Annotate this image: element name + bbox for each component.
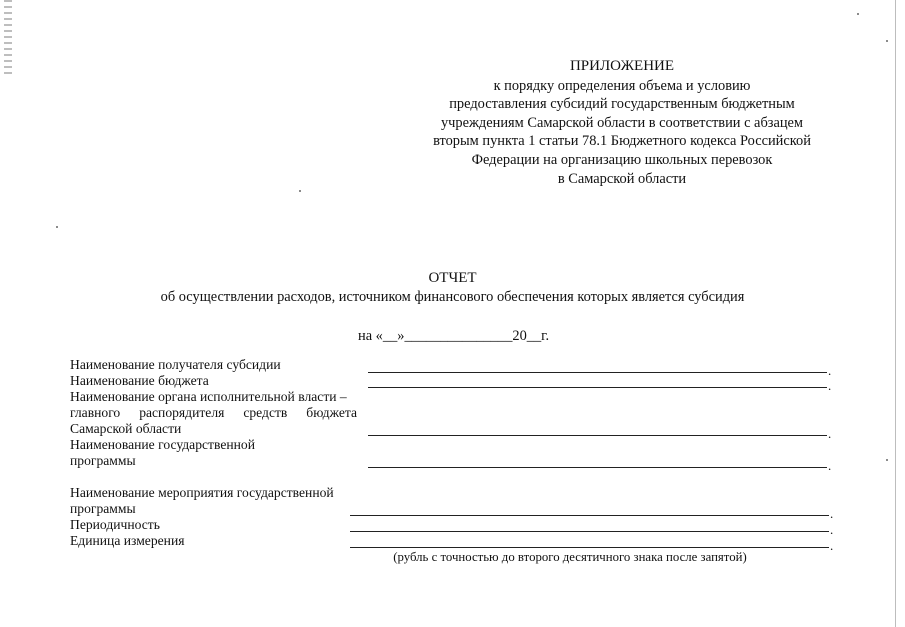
measure-label-line1: Наименование мероприятия государственной (70, 485, 334, 500)
appendix-line: к порядку определения объема и условию (493, 77, 751, 94)
line-terminator: . (828, 378, 832, 393)
scan-speck (299, 190, 301, 192)
scan-speck (886, 40, 888, 42)
appendix-line: вторым пункта 1 статьи 78.1 Бюджетного кодекса Российской (433, 133, 811, 150)
unit-fill-line[interactable] (350, 547, 829, 548)
line-terminator: . (830, 506, 834, 521)
appendix-line: в Самарской области (557, 170, 687, 187)
budget-fill-line[interactable] (368, 387, 827, 388)
scan-speck (56, 226, 58, 228)
report-date-line: на «__»_______________20__г. (358, 328, 550, 344)
program-fill-line[interactable] (368, 467, 827, 468)
scan-speck (886, 459, 888, 461)
authority-label-line3: Самарской области (70, 421, 182, 436)
measure-label-line2: программы (70, 501, 136, 516)
authority-label-line2: главного распорядителя средств бюджета (70, 405, 357, 420)
line-terminator: . (830, 538, 834, 553)
line-terminator: . (828, 426, 832, 441)
line-terminator: . (828, 363, 832, 378)
authority-fill-line[interactable] (368, 435, 827, 436)
program-label-line2: программы (70, 453, 136, 468)
appendix-line: предоставления субсидий государственным бюджетным (449, 96, 795, 113)
appendix-line: Федерации на организацию школьных перевозок (471, 151, 773, 168)
appendix-header (416, 57, 828, 188)
unit-label: Единица измерения (70, 533, 185, 548)
authority-label-line1: Наименование органа исполнительной власти – (70, 389, 347, 404)
budget-label: Наименование бюджета (70, 373, 209, 388)
page-edge (895, 0, 896, 627)
measure-fill-line[interactable] (350, 515, 829, 516)
appendix-line: учреждениям Самарской области в соответствии с абзацем (440, 114, 804, 131)
appendix-title: ПРИЛОЖЕНИЕ (569, 58, 675, 74)
recipient-fill-line[interactable] (368, 372, 827, 373)
scan-artifact (4, 0, 12, 78)
recipient-label: Наименование получателя субсидии (70, 357, 281, 372)
unit-note: (рубль с точностью до второго десятичного знака после запятой) (393, 550, 747, 564)
line-terminator: . (830, 522, 834, 537)
program-label-line1: Наименование государственной (70, 437, 255, 452)
report-subtitle: об осуществлении расходов, источником финансового обеспечения которых является субсидия (160, 289, 745, 305)
scan-speck (857, 13, 859, 15)
periodicity-label: Периодичность (70, 517, 160, 532)
periodicity-fill-line[interactable] (350, 531, 829, 532)
line-terminator: . (828, 458, 832, 473)
report-title: ОТЧЕТ (428, 270, 477, 286)
